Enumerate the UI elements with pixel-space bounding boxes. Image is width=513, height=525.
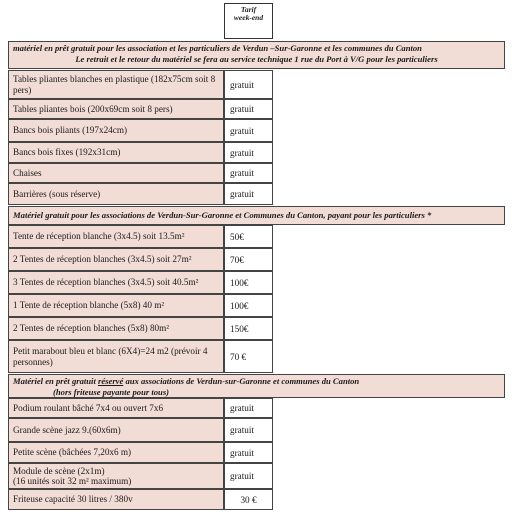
item-label: Podium roulant bâché 7x4 ou ouvert 7x6 — [8, 398, 224, 418]
item-label: 2 Tentes de réception blanches (5x8) 80m² — [8, 317, 224, 340]
item-price: gratuit — [224, 99, 273, 119]
item-label: 1 Tente de réception blanche (5x8) 40 m² — [8, 294, 224, 317]
item-price: gratuit — [224, 418, 273, 442]
item-label: 3 Tentes de réception blanches (3x4.5) soit 40.5m² — [8, 271, 224, 294]
item-label: Friteuse capacité 30 litres / 380v — [8, 489, 224, 510]
section-3-title — [8, 374, 505, 398]
item-label: Bancs bois fixes (192x31cm) — [8, 142, 224, 163]
section-1-line2: Le retrait et le retour du matériel se fera au service technique 1 rue du Port à V/G pour les particuliers — [75, 54, 438, 64]
item-price: 70 € — [224, 340, 273, 373]
section-2-title — [8, 206, 505, 225]
item-label: Petite scène (bâchées 7,20x6 m) — [8, 442, 224, 463]
item-label: Barrières (sous réserve) — [8, 183, 224, 205]
item-label: Bancs bois pliants (197x24cm) — [8, 119, 224, 142]
item-price: gratuit — [224, 398, 273, 418]
item-price: 70€ — [224, 248, 273, 271]
item-price: gratuit — [224, 142, 273, 163]
reserve-emphasis: réservé — [98, 376, 124, 386]
item-price: 100€ — [224, 271, 273, 294]
item-label: Grande scène jazz 9.(60x6m) — [8, 418, 224, 442]
item-label: Tables pliantes bois (200x69cm soit 8 pers) — [8, 99, 224, 119]
section-3-line2: (hors friteuse payante pour tous) — [53, 387, 170, 397]
item-price: 50€ — [224, 225, 273, 248]
item-label: Tente de réception blanche (3x4.5) soit 13.5m² — [8, 225, 224, 248]
item-price: gratuit — [224, 70, 273, 99]
item-price: 30 € — [224, 489, 273, 510]
item-price: gratuit — [224, 442, 273, 463]
section-1-line1: matériel en prêt gratuit pour les association et les particuliers de Verdun –Sur-Garonne et les communes du Canton — [13, 43, 422, 53]
section-3-line1: Matériel en prêt gratuit réservé aux associations de Verdun-sur-Garonne et communes du Canton — [13, 376, 360, 386]
item-label: 2 Tentes de réception blanches (3x4.5) soit 27m² — [8, 248, 224, 271]
item-price: gratuit — [224, 183, 273, 205]
item-price: gratuit — [224, 163, 273, 183]
item-price: gratuit — [224, 119, 273, 142]
tarif-header-label: Tarif week-end — [233, 5, 264, 22]
item-price: gratuit — [224, 463, 273, 489]
section-1-title — [8, 41, 505, 69]
item-label: Tables pliantes blanches en plastique (182x75cm soit 8 pers) — [8, 70, 224, 99]
item-label: Module de scène (2x1m) (16 unités soit 32 m² maximum) — [8, 463, 224, 489]
tarif-header — [224, 3, 273, 39]
item-label: Chaises — [8, 163, 224, 183]
item-label: Petit marabout bleu et blanc (6X4)=24 m2 (prévoir 4 personnes) — [8, 340, 224, 373]
item-price: 100€ — [224, 294, 273, 317]
item-price: 150€ — [224, 317, 273, 340]
section-2-line1: Matériel gratuit pour les associations de Verdun-Sur-Garonne et Communes du Canton, payant pour les particuliers * — [13, 210, 432, 220]
